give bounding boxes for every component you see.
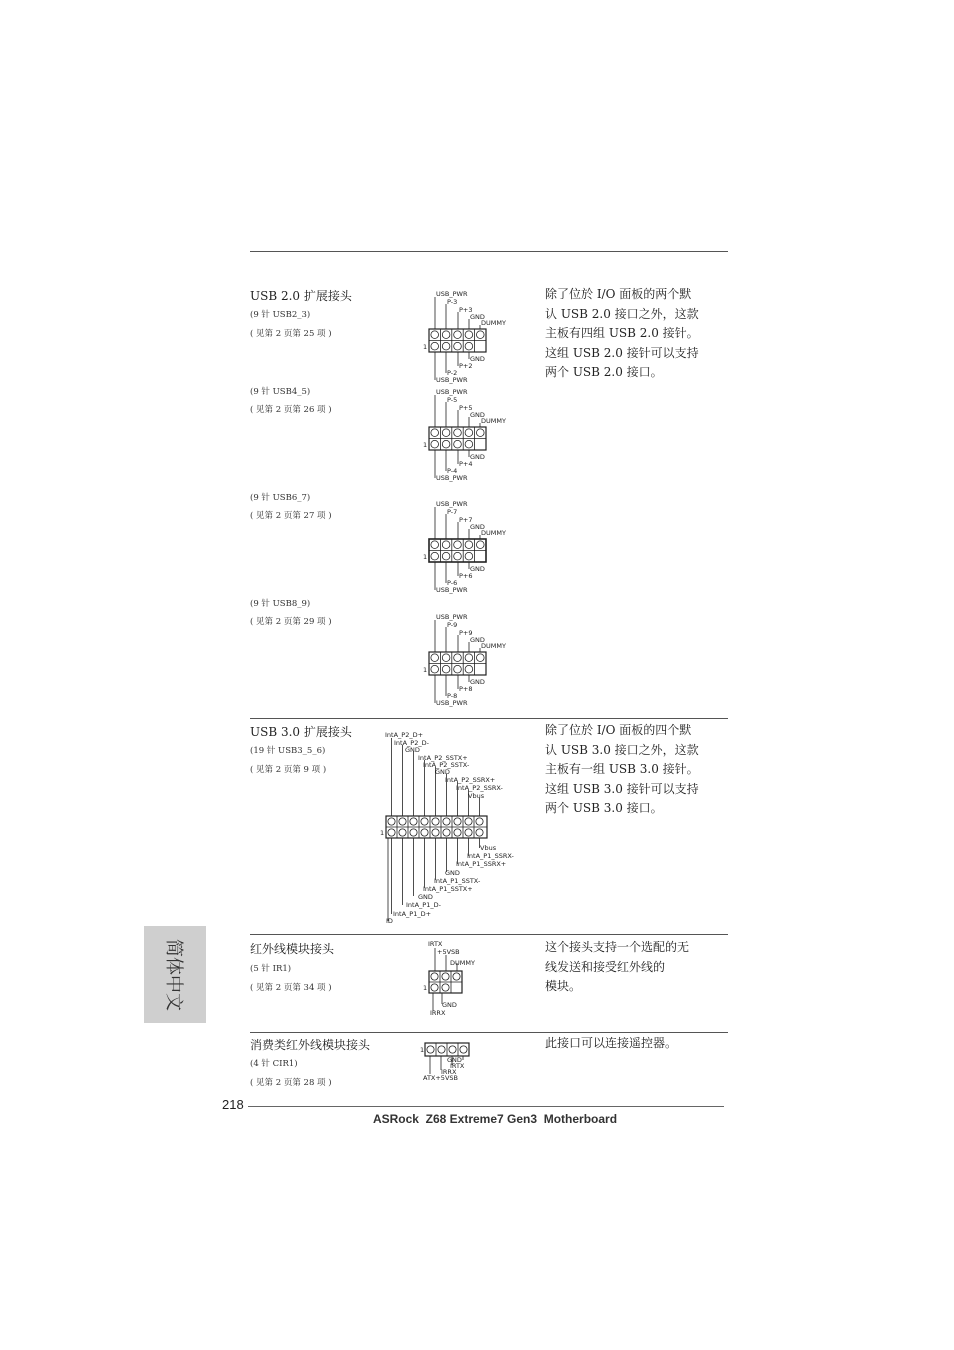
usb2-3-connector-diagram — [418, 288, 518, 386]
usb2-3-label-p-minus-2: P-2 — [447, 369, 458, 377]
usb2-title: USB 2.0 扩展接头 — [250, 289, 352, 303]
cir-pins: (4 针 CIR1) — [250, 1059, 298, 1069]
usb2-3-label-p-plus-3: P+3 — [459, 306, 473, 314]
footer-rule — [248, 1106, 724, 1107]
ir-pin-one: 1 — [423, 984, 428, 992]
usb3-label-id: ID — [386, 917, 393, 925]
usb3-label-p1-dp: IntA_P1_D+ — [393, 910, 432, 918]
usb3-label-p2-ssrx-m: IntA_P2_SSRX- — [456, 784, 503, 792]
usb6-7-label-dummy: DUMMY — [481, 529, 506, 537]
usb3-label-p1-ssrx-m: IntA_P1_SSRX- — [467, 852, 514, 860]
usb3-label-gnd-4: GND — [418, 893, 433, 901]
usb8-9-pins: (9 针 USB8_9) — [250, 599, 311, 609]
divider-ir — [250, 934, 728, 935]
cir-title: 消费类红外线模块接头 — [250, 1038, 371, 1052]
usb4-5-ref: ( 见第 2 页第 26 项 ) — [250, 405, 332, 415]
usb6-7-label-p-plus-6: P+6 — [459, 572, 473, 580]
cir-label-irrx: IRRX — [441, 1068, 457, 1076]
cir-pin-one: 1 — [420, 1046, 425, 1054]
usb6-7-label-gnd-bottom: GND — [470, 565, 485, 573]
usb2-3-label-p-minus-3: P-3 — [447, 298, 458, 306]
usb4-5-label-gnd-top: GND — [470, 411, 485, 419]
usb3-pins: (19 针 USB3_5_6) — [250, 746, 326, 756]
ir-label-gnd: GND — [442, 1001, 457, 1009]
usb3-label-p1-sstx-p: IntA_P1_SSTX+ — [423, 885, 473, 893]
usb3-label-p2-sstx-p: IntA_P2_SSTX+ — [418, 754, 468, 762]
usb3-pin-one: 1 — [380, 829, 385, 837]
cir-ref: ( 见第 2 页第 28 项 ) — [250, 1078, 332, 1088]
ir-ref: ( 见第 2 页第 34 项 ) — [250, 983, 332, 993]
usb2-3-pin-one: 1 — [423, 343, 428, 351]
usb3-label-p2-dp: IntA_P2_D+ — [385, 731, 424, 739]
divider-cir — [250, 1032, 728, 1033]
ir-label-dummy: DUMMY — [450, 959, 475, 967]
usb6-7-pin-one: 1 — [423, 553, 428, 561]
usb3-label-p1-ssrx-p: IntA_P1_SSRX+ — [456, 860, 507, 868]
usb3-connector-diagram — [378, 729, 528, 926]
usb4-5-connector-diagram — [418, 386, 518, 484]
usb3-label-gnd-1: GND — [405, 746, 420, 754]
top-rule — [250, 251, 728, 252]
cir-label-irtx: IRTX — [450, 1062, 465, 1070]
usb2-3-label-p-plus-2: P+2 — [459, 362, 473, 370]
usb8-9-label-usb-pwr-bottom: USB_PWR — [436, 699, 468, 707]
usb6-7-label-gnd-top: GND — [470, 523, 485, 531]
usb3-label-vbus-top: Vbus — [468, 792, 485, 800]
usb4-5-label-usb-pwr-top: USB_PWR — [436, 388, 468, 396]
divider-usb3 — [250, 718, 728, 719]
cir-description: 此接口可以连接遥控器。 — [545, 1036, 678, 1050]
ir-description: 这个接头支持一个选配的无 线发送和接受红外线的 模块。 — [545, 940, 690, 993]
usb4-5-pins: (9 针 USB4_5) — [250, 387, 311, 397]
usb8-9-pin-one: 1 — [423, 666, 428, 674]
usb8-9-label-p-plus-9: P+9 — [459, 629, 473, 637]
usb4-5-label-p-plus-5: P+5 — [459, 404, 473, 412]
ir-title: 红外线模块接头 — [250, 942, 335, 956]
usb3-label-p1-sstx-m: IntA_P1_SSTX- — [434, 877, 481, 885]
usb8-9-label-gnd-bottom: GND — [470, 678, 485, 686]
usb4-5-label-gnd-bottom: GND — [470, 453, 485, 461]
footer-model-name: ASRock Z68 Extreme7 Gen3 Motherboard — [372, 1112, 618, 1126]
usb6-7-label-p-plus-7: P+7 — [459, 516, 473, 524]
usb2-3-label-gnd-top: GND — [470, 313, 485, 321]
ir-label-irrx: IRRX — [430, 1009, 446, 1017]
language-side-tab: 简体中文 — [144, 926, 206, 1023]
usb3-label-gnd-3: GND — [445, 869, 460, 877]
usb3-label-vbus-bottom: Vbus — [480, 844, 497, 852]
page-number: 218 — [222, 1097, 244, 1112]
usb2-3-pins: (9 针 USB2_3) — [250, 310, 311, 320]
cir-label-atx-5vsb: ATX+5VSB — [423, 1074, 458, 1082]
usb2-3-ref: ( 见第 2 页第 25 项 ) — [250, 329, 332, 339]
usb8-9-label-p-minus-8: P-8 — [447, 692, 458, 700]
usb6-7-pins: (9 针 USB6_7) — [250, 493, 311, 503]
usb4-5-label-p-minus-4: P-4 — [447, 467, 458, 475]
ir-connector-diagram — [420, 938, 500, 1018]
usb2-3-label-dummy: DUMMY — [481, 319, 506, 327]
cir-connector-diagram — [418, 1040, 498, 1084]
usb6-7-connector-diagram — [418, 498, 518, 596]
usb6-7-label-p-minus-6: P-6 — [447, 579, 458, 587]
usb4-5-label-p-plus-4: P+4 — [459, 460, 473, 468]
usb2-3-label-gnd-bottom: GND — [470, 355, 485, 363]
usb8-9-label-p-plus-8: P+8 — [459, 685, 473, 693]
ir-pins: (5 针 IR1) — [250, 964, 292, 974]
usb8-9-ref: ( 见第 2 页第 29 项 ) — [250, 617, 332, 627]
usb3-title: USB 3.0 扩展接头 — [250, 725, 352, 739]
usb3-label-gnd-2: GND — [435, 768, 450, 776]
cir-label-gnd: GND — [447, 1056, 462, 1064]
usb4-5-label-dummy: DUMMY — [481, 417, 506, 425]
usb8-9-connector-diagram — [418, 611, 518, 709]
usb8-9-label-gnd-top: GND — [470, 636, 485, 644]
ir-label-5vsb: +5VSB — [437, 948, 460, 956]
usb3-label-p2-ssrx-p: IntA_P2_SSRX+ — [445, 776, 496, 784]
usb4-5-label-p-minus-5: P-5 — [447, 396, 458, 404]
usb2-3-label-usb-pwr-top: USB_PWR — [436, 290, 468, 298]
usb2-description: 除了位於 I/O 面板的两个默 认 USB 2.0 接口之外，这款 主板有四组 USB 2.0 接针。 这组 USB 2.0 接针可以支持 两个 USB 2.0 接口。 — [545, 287, 699, 379]
usb3-label-p2-dm: IntA_P2_D- — [394, 739, 429, 747]
usb4-5-pin-one: 1 — [423, 441, 428, 449]
usb6-7-label-usb-pwr-top: USB_PWR — [436, 500, 468, 508]
usb3-ref: ( 见第 2 页第 9 项 ) — [250, 765, 327, 775]
usb4-5-label-usb-pwr-bottom: USB_PWR — [436, 474, 468, 482]
usb6-7-label-usb-pwr-bottom: USB_PWR — [436, 586, 468, 594]
ir-label-irtx: IRTX — [428, 940, 443, 948]
usb8-9-label-dummy: DUMMY — [481, 642, 506, 650]
usb3-label-p1-dm: IntA_P1_D- — [406, 901, 441, 909]
usb2-3-label-usb-pwr-bottom: USB_PWR — [436, 376, 468, 384]
usb3-description: 除了位於 I/O 面板的四个默 认 USB 3.0 接口之外，这款 主板有一组 USB 3.0 接针。 这组 USB 3.0 接针可以支持 两个 USB 3.0 接口。 — [545, 723, 699, 815]
usb3-label-p2-sstx-m: IntA_P2_SSTX- — [423, 761, 470, 769]
usb8-9-label-usb-pwr-top: USB_PWR — [436, 613, 468, 621]
usb6-7-ref: ( 见第 2 页第 27 项 ) — [250, 511, 332, 521]
usb6-7-label-p-minus-7: P-7 — [447, 508, 458, 516]
usb8-9-label-p-minus-9: P-9 — [447, 621, 458, 629]
